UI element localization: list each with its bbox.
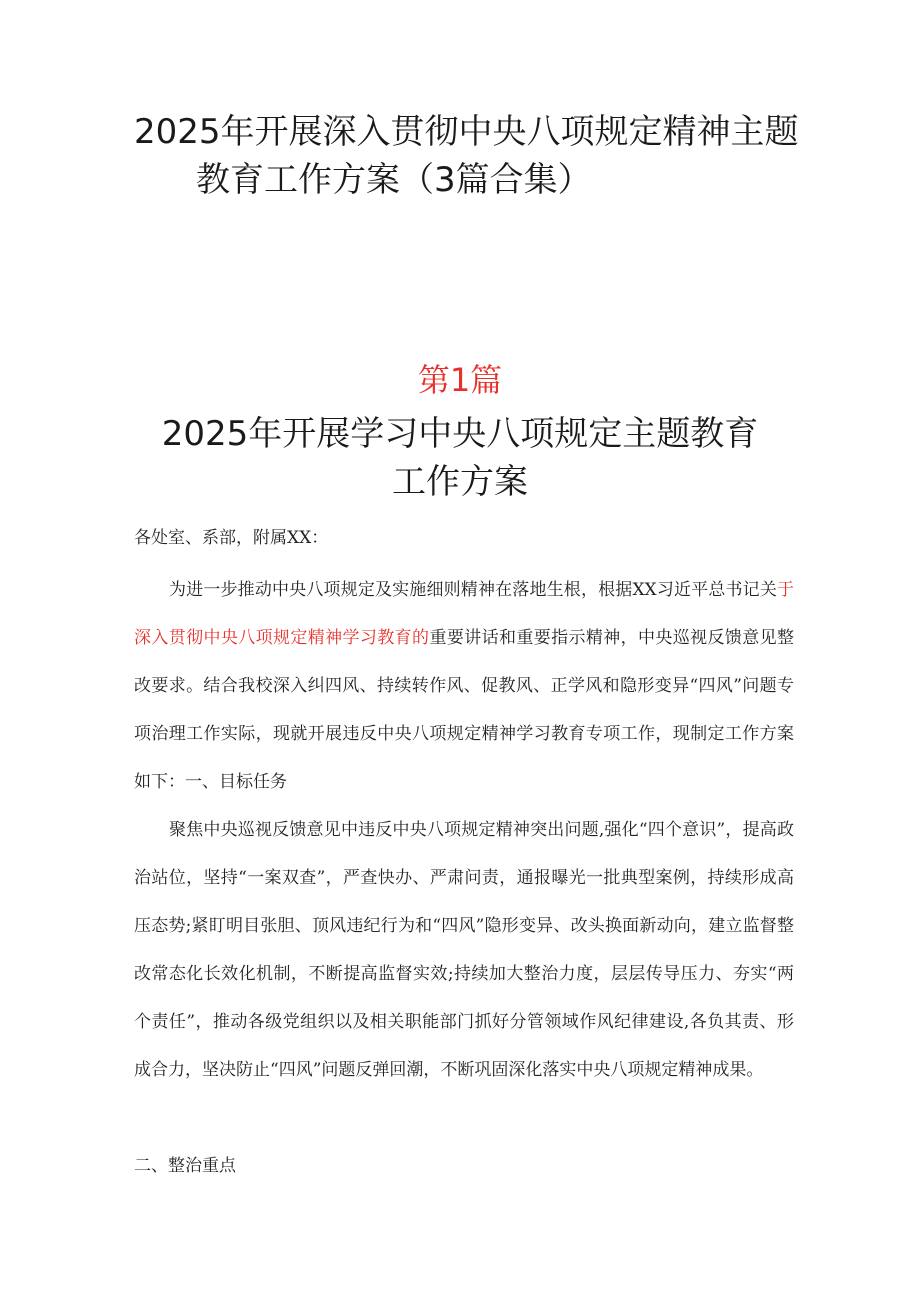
paragraph-intro-end: 重要讲话和重要指示精神，中央巡视反馈意见整改要求。结合我校深入纠四风、持续转作风、促教风、正学风和隐形变异“四风”问题专项治理工作实际，现就开展违反中央八项规定精神学习教育专项工作，现制定工作方案如下：一、目标任务 <box>134 628 795 792</box>
main-title-line-2: 教育工作方案（3篇合集） <box>196 160 592 200</box>
paragraph-intro-start: 为进一步推动中央八项规定及实施细则精神在落地生根，根据XX习近平总书记关 <box>169 580 777 600</box>
main-title-line-1: 2025年开展深入贯彻中央八项规定精神主题 <box>134 112 799 152</box>
subtitle-line-1: 2025年开展学习中央八项规定主题教育 <box>161 414 759 454</box>
part-label: 第1篇 <box>417 361 503 399</box>
subtitle-line-2: 工作方案 <box>392 462 528 502</box>
part-subtitle <box>0 410 920 506</box>
section-heading-2: 二、整治重点 <box>134 1156 236 1176</box>
paragraph-intro <box>134 566 794 806</box>
paragraph-intro-highlight: 于深入贯彻中央八项规定精神学习教育的 <box>134 580 794 648</box>
paragraph-goals: 聚焦中央巡视反馈意见中违反中央八项规定精神突出问题,强化“四个意识”，提高政治站位，坚持“一案双查”，严查快办、严肃问责，通报曝光一批典型案例，持续形成高压态势;紧盯明目张胆、顶风违纪行为和“四风”隐形变异、改头换面新动向，建立监督整改常态化长效化机制，不断提高监督实效;持续加大整治力度，层层传导压力、夯实“两个责任”，推动各级党组织以及相关职能部门抓好分管领域作风纪律建设,各负其责、形成合力，坚决防止“四风”问题反弹回潮，不断巩固深化落实中央八项规定精神成果。 <box>134 820 794 1080</box>
document-main-title <box>100 108 820 204</box>
salutation: 各处室、系部，附属XX： <box>134 528 329 548</box>
